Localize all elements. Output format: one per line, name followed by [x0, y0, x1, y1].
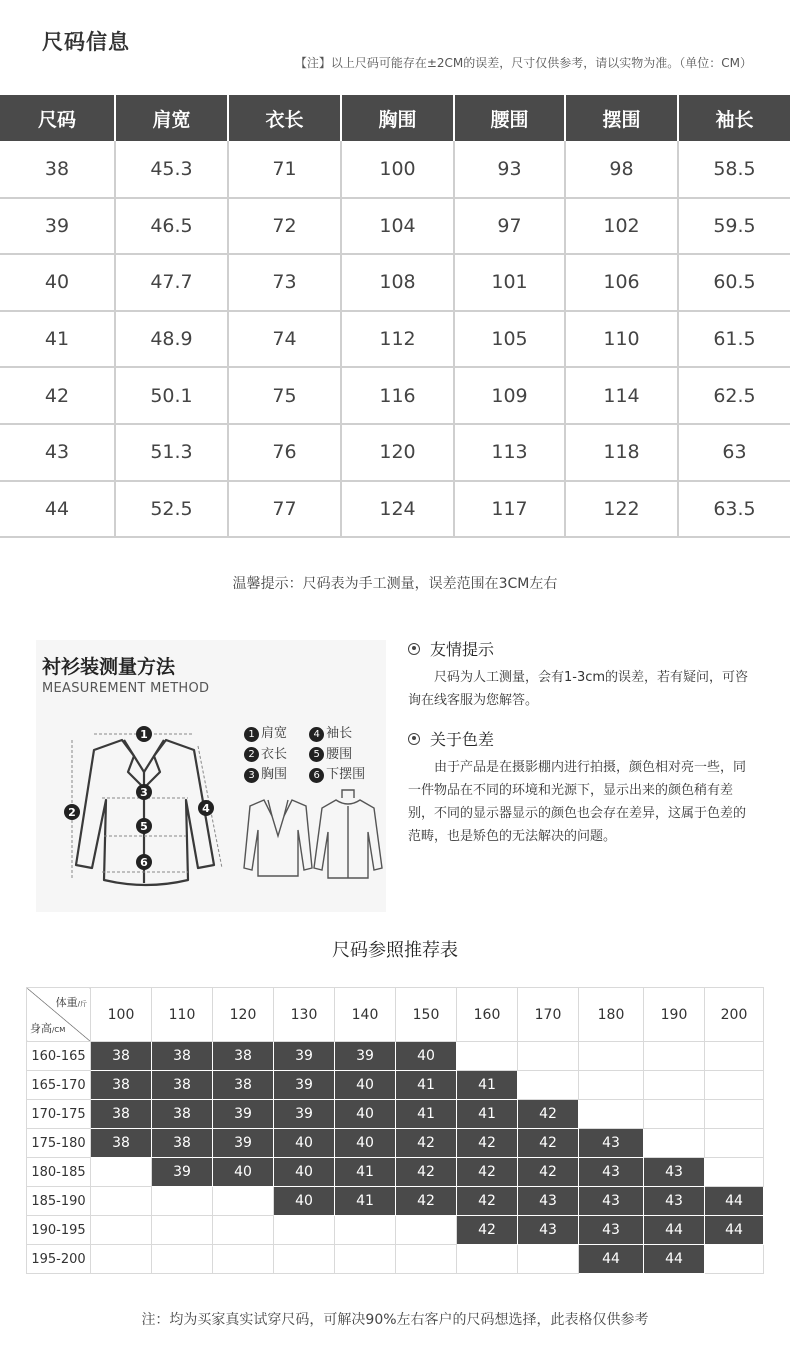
friendly-tip-title: 友情提示	[430, 640, 495, 659]
recommend-cell	[457, 1042, 518, 1071]
recommend-cell: 38	[91, 1129, 152, 1158]
height-row-header: 165-170	[27, 1071, 91, 1100]
size-cell: 104	[341, 198, 454, 255]
size-cell: 97	[454, 198, 565, 255]
size-cell: 109	[454, 367, 565, 424]
weight-header-cell: 100	[91, 988, 152, 1042]
recommend-cell	[274, 1216, 335, 1245]
table-row	[27, 1071, 764, 1100]
size-cell: 59.5	[678, 198, 790, 255]
size-cell: 73	[228, 254, 341, 311]
recommend-cell	[705, 1042, 764, 1071]
table-row	[0, 254, 790, 311]
size-cell: 77	[228, 481, 341, 538]
recommend-cell: 38	[152, 1071, 213, 1100]
legend-label: 衣长	[261, 746, 288, 762]
legend-number: 4	[309, 727, 324, 742]
size-cell: 58.5	[678, 141, 790, 198]
measurement-legend	[244, 724, 370, 786]
recommend-cell: 42	[518, 1158, 579, 1187]
size-cell: 105	[454, 311, 565, 368]
legend-number: 1	[244, 727, 259, 742]
table-row	[0, 481, 790, 538]
legend-label: 肩宽	[261, 726, 288, 741]
weight-label: 体重	[55, 996, 78, 1009]
recommend-cell: 42	[396, 1158, 457, 1187]
height-row-header: 160-165	[27, 1042, 91, 1071]
blazer-icon	[244, 800, 312, 876]
size-header-cell: 衣长	[228, 95, 341, 141]
size-cell: 62.5	[678, 367, 790, 424]
recommend-cell: 41	[335, 1158, 396, 1187]
size-cell: 116	[341, 367, 454, 424]
recommend-cell: 40	[274, 1129, 335, 1158]
color-diff-text: 由于产品是在摄影棚内进行拍摄，颜色相对亮一些，同一件物品在不同的环境和光源下，显示出来的颜色稍有差别，不同的显示器显示的颜色也会存在差异，这属于色差的范畴，也是矫色的无法解决的问题。	[408, 760, 747, 844]
size-cell: 106	[565, 254, 678, 311]
recommend-cell: 42	[457, 1129, 518, 1158]
corner-cell	[27, 988, 91, 1042]
recommend-cell	[579, 1100, 644, 1129]
weight-header-cell: 140	[335, 988, 396, 1042]
recommend-cell: 41	[457, 1071, 518, 1100]
recommend-cell: 44	[644, 1245, 705, 1274]
recommend-cell	[152, 1187, 213, 1216]
recommend-cell	[335, 1216, 396, 1245]
recommend-cell: 40	[335, 1100, 396, 1129]
size-cell: 52.5	[115, 481, 228, 538]
recommend-cell	[518, 1245, 579, 1274]
weight-header-cell: 190	[644, 988, 705, 1042]
height-row-header: 170-175	[27, 1100, 91, 1129]
recommend-cell: 40	[274, 1158, 335, 1187]
recommend-cell	[705, 1071, 764, 1100]
recommend-title: 尺码参照推荐表	[332, 940, 458, 961]
recommend-cell: 38	[152, 1129, 213, 1158]
height-label: 身高	[30, 1022, 52, 1035]
size-header-cell: 袖长	[678, 95, 790, 141]
footer-note: 注：均为买家真实试穿尺码，可解决90%左右客户的尺码想选择，此表格仅供参考	[141, 1312, 649, 1328]
size-cell: 122	[565, 481, 678, 538]
recommend-cell: 43	[579, 1216, 644, 1245]
weight-header-cell: 110	[152, 988, 213, 1042]
recommend-table-header	[27, 988, 764, 1042]
size-cell: 47.7	[115, 254, 228, 311]
recommend-cell: 40	[213, 1158, 274, 1187]
height-unit: /CM	[52, 1026, 66, 1034]
size-cell: 110	[565, 311, 678, 368]
size-header-cell: 摆围	[565, 95, 678, 141]
recommend-cell	[644, 1042, 705, 1071]
size-cell: 63	[678, 424, 790, 481]
legend-label: 袖长	[326, 726, 353, 741]
size-cell: 117	[454, 481, 565, 538]
recommend-cell	[705, 1245, 764, 1274]
table-row	[0, 141, 790, 198]
recommend-cell	[644, 1071, 705, 1100]
height-row-header: 175-180	[27, 1129, 91, 1158]
recommend-cell: 42	[518, 1129, 579, 1158]
recommend-cell	[579, 1071, 644, 1100]
recommend-cell	[396, 1245, 457, 1274]
color-diff-title: 关于色差	[430, 730, 495, 749]
measurement-method-panel	[36, 640, 386, 912]
legend-label: 腰围	[326, 746, 353, 762]
size-header-cell: 胸围	[341, 95, 454, 141]
table-row	[27, 1100, 764, 1129]
recommend-cell: 38	[152, 1042, 213, 1071]
legend-number: 3	[244, 768, 259, 783]
color-diff-section	[408, 727, 753, 848]
recommend-cell: 44	[579, 1245, 644, 1274]
size-cell: 41	[0, 311, 115, 368]
recommend-cell	[91, 1187, 152, 1216]
size-cell: 48.9	[115, 311, 228, 368]
legend-number: 6	[309, 768, 324, 783]
table-row	[27, 1129, 764, 1158]
recommend-cell	[457, 1245, 518, 1274]
size-cell: 75	[228, 367, 341, 424]
recommend-cell	[213, 1245, 274, 1274]
recommend-cell: 39	[274, 1042, 335, 1071]
size-cell: 39	[0, 198, 115, 255]
size-cell: 101	[454, 254, 565, 311]
recommend-cell: 43	[518, 1216, 579, 1245]
jacket-icon	[314, 790, 382, 878]
recommend-cell: 38	[213, 1042, 274, 1071]
weight-header-cell: 170	[518, 988, 579, 1042]
size-cell: 118	[565, 424, 678, 481]
recommend-cell: 44	[644, 1216, 705, 1245]
recommend-cell: 44	[705, 1216, 764, 1245]
measurement-title: 衬衫装测量方法	[42, 656, 176, 678]
recommend-cell	[705, 1158, 764, 1187]
size-cell: 76	[228, 424, 341, 481]
svg-text:5: 5	[140, 820, 148, 833]
recommend-cell: 41	[396, 1100, 457, 1129]
table-row	[27, 1158, 764, 1187]
recommend-cell: 43	[579, 1158, 644, 1187]
table-row	[0, 311, 790, 368]
recommend-cell: 43	[579, 1187, 644, 1216]
size-cell: 45.3	[115, 141, 228, 198]
recommend-cell	[518, 1042, 579, 1071]
recommend-cell: 42	[457, 1158, 518, 1187]
legend-number: 2	[244, 747, 259, 762]
weight-header-cell: 120	[213, 988, 274, 1042]
legend-number: 5	[309, 747, 324, 762]
size-cell: 98	[565, 141, 678, 198]
size-cell: 124	[341, 481, 454, 538]
size-table	[0, 95, 790, 538]
size-cell: 44	[0, 481, 115, 538]
table-row	[27, 1187, 764, 1216]
weight-header-cell: 180	[579, 988, 644, 1042]
table-row	[27, 1042, 764, 1071]
recommend-cell: 38	[152, 1100, 213, 1129]
recommend-cell	[705, 1129, 764, 1158]
recommend-cell: 43	[518, 1187, 579, 1216]
size-note: 【注】以上尺码可能存在±2CM的误差，尺寸仅供参考，请以实物为准。（单位：CM）	[294, 56, 752, 70]
size-cell: 60.5	[678, 254, 790, 311]
tip-text: 温馨提示：尺码表为手工测量，误差范围在3CM左右	[232, 576, 558, 592]
recommend-cell: 40	[396, 1042, 457, 1071]
recommend-cell: 42	[396, 1187, 457, 1216]
weight-header-cell: 150	[396, 988, 457, 1042]
recommend-cell: 40	[335, 1071, 396, 1100]
recommend-cell: 39	[213, 1100, 274, 1129]
table-row	[27, 1216, 764, 1245]
target-bullet-icon	[408, 733, 420, 745]
size-cell: 74	[228, 311, 341, 368]
svg-text:1: 1	[140, 728, 148, 741]
recommend-cell	[152, 1216, 213, 1245]
recommend-cell	[518, 1071, 579, 1100]
size-cell: 63.5	[678, 481, 790, 538]
recommend-cell: 43	[644, 1158, 705, 1187]
weight-header-cell: 200	[705, 988, 764, 1042]
recommend-cell	[705, 1100, 764, 1129]
legend-label: 下摆围	[326, 767, 366, 782]
size-cell: 61.5	[678, 311, 790, 368]
recommend-cell	[91, 1245, 152, 1274]
recommend-cell: 43	[644, 1187, 705, 1216]
recommend-cell: 41	[457, 1100, 518, 1129]
recommend-cell: 39	[213, 1129, 274, 1158]
recommend-cell: 38	[91, 1042, 152, 1071]
friendly-tip-section	[408, 637, 753, 712]
recommend-cell: 39	[274, 1100, 335, 1129]
height-row-header: 195-200	[27, 1245, 91, 1274]
size-cell: 100	[341, 141, 454, 198]
recommend-table	[26, 987, 764, 1274]
size-cell: 38	[0, 141, 115, 198]
recommend-cell: 40	[335, 1129, 396, 1158]
size-header-cell: 肩宽	[115, 95, 228, 141]
recommend-cell	[644, 1129, 705, 1158]
recommend-cell	[396, 1216, 457, 1245]
size-cell: 42	[0, 367, 115, 424]
table-row	[0, 367, 790, 424]
height-row-header: 190-195	[27, 1216, 91, 1245]
recommend-cell	[213, 1187, 274, 1216]
target-bullet-icon	[408, 643, 420, 655]
legend-label: 胸围	[261, 767, 288, 782]
height-row-header: 185-190	[27, 1187, 91, 1216]
recommend-cell	[274, 1245, 335, 1274]
recommend-cell	[335, 1245, 396, 1274]
svg-text:6: 6	[140, 856, 148, 869]
page-title: 尺码信息	[42, 30, 130, 54]
size-header-cell: 尺码	[0, 95, 115, 141]
recommend-cell	[91, 1216, 152, 1245]
friendly-tip-text: 尺码为人工测量，会有1-3cm的误差，若有疑问，可咨询在线客服为您解答。	[408, 670, 749, 708]
size-table-header	[0, 95, 790, 141]
recommend-cell	[91, 1158, 152, 1187]
recommend-cell: 42	[457, 1216, 518, 1245]
weight-header-cell: 130	[274, 988, 335, 1042]
recommend-cell: 42	[518, 1100, 579, 1129]
table-row	[0, 198, 790, 255]
table-row	[27, 1245, 764, 1274]
recommend-cell	[213, 1216, 274, 1245]
size-cell: 46.5	[115, 198, 228, 255]
recommend-cell: 44	[705, 1187, 764, 1216]
recommend-cell	[152, 1245, 213, 1274]
recommend-cell: 41	[335, 1187, 396, 1216]
size-cell: 113	[454, 424, 565, 481]
size-cell: 50.1	[115, 367, 228, 424]
recommend-cell: 39	[274, 1071, 335, 1100]
recommend-cell: 41	[396, 1071, 457, 1100]
measurement-subtitle: MEASUREMENT METHOD	[42, 681, 210, 696]
recommend-cell: 42	[396, 1129, 457, 1158]
size-cell: 102	[565, 198, 678, 255]
recommend-cell	[644, 1100, 705, 1129]
recommend-cell	[579, 1042, 644, 1071]
weight-header-cell: 160	[457, 988, 518, 1042]
svg-text:2: 2	[68, 806, 76, 819]
size-cell: 112	[341, 311, 454, 368]
height-row-header: 180-185	[27, 1158, 91, 1187]
table-row	[0, 424, 790, 481]
recommend-cell: 43	[579, 1129, 644, 1158]
size-cell: 40	[0, 254, 115, 311]
size-cell: 51.3	[115, 424, 228, 481]
recommend-cell: 39	[152, 1158, 213, 1187]
svg-text:4: 4	[202, 802, 210, 815]
size-cell: 120	[341, 424, 454, 481]
recommend-cell: 39	[335, 1042, 396, 1071]
recommend-cell: 42	[457, 1187, 518, 1216]
size-cell: 114	[565, 367, 678, 424]
size-header-cell: 腰围	[454, 95, 565, 141]
recommend-cell: 38	[91, 1100, 152, 1129]
size-cell: 93	[454, 141, 565, 198]
weight-unit: /斤	[77, 1000, 87, 1008]
recommend-cell: 38	[91, 1071, 152, 1100]
svg-text:3: 3	[140, 786, 148, 799]
recommend-cell: 40	[274, 1187, 335, 1216]
size-cell: 43	[0, 424, 115, 481]
size-cell: 71	[228, 141, 341, 198]
recommend-cell: 38	[213, 1071, 274, 1100]
size-cell: 108	[341, 254, 454, 311]
size-cell: 72	[228, 198, 341, 255]
